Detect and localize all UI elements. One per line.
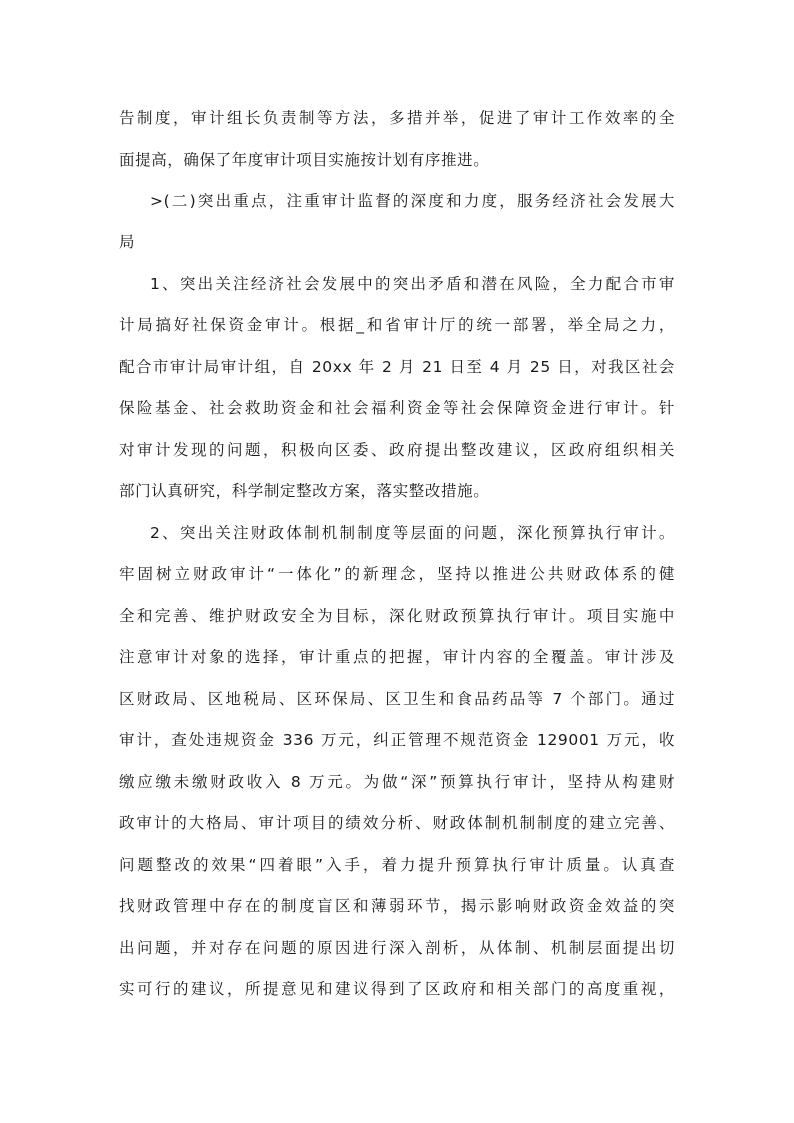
text-line: 政审计的大格局、审计项目的绩效分析、财政体制机制制度的建立完善、 <box>119 814 675 832</box>
text-line: 全和完善、维护财政安全为目标，深化财政预算执行审计。项目实施中 <box>119 607 675 625</box>
text-line: 部门认真研究，科学制定整改方案，落实整改措施。 <box>119 482 490 500</box>
text-line: 牢固树立财政审计“一体化”的新理念，坚持以推进公共财政体系的健 <box>119 565 675 583</box>
text-line: 配合市审计局审计组，自 20xx 年 2 月 21 日至 4 月 25 日，对我区社会 <box>119 358 675 376</box>
section-heading: >(二)突出重点，注重审计监督的深度和力度，服务经济社会发展大 <box>150 192 675 210</box>
text-line: 区财政局、区地税局、区环保局、区卫生和食品药品等 7 个部门。通过 <box>119 690 675 708</box>
text-line: 面提高，确保了年度审计项目实施按计划有序推进。 <box>119 151 490 169</box>
text-line: 保险基金、社会救助资金和社会福利资金等社会保障资金进行审计。针 <box>119 399 675 417</box>
text-line: 计局搞好社保资金审计。根据_和省审计厅的统一部署，举全局之力， <box>119 316 675 334</box>
text-line: 出问题，并对存在问题的原因进行深入剖析，从体制、机制层面提出切 <box>119 939 675 957</box>
text-line: 1、突出关注经济社会发展中的突出矛盾和潜在风险，全力配合市审 <box>150 275 675 293</box>
text-line: 找财政管理中存在的制度盲区和薄弱环节，揭示影响财政资金效益的突 <box>119 897 675 915</box>
text-line: 问题整改的效果“四着眼”入手，着力提升预算执行审计质量。认真查 <box>119 856 675 874</box>
text-line: 对审计发现的问题，积极向区委、政府提出整改建议，区政府组织相关 <box>119 441 675 459</box>
text-line: 告制度，审计组长负责制等方法，多措并举，促进了审计工作效率的全 <box>119 109 675 127</box>
text-line: 注意审计对象的选择，审计重点的把握，审计内容的全覆盖。审计涉及 <box>119 648 675 666</box>
text-line: 实可行的建议，所提意见和建议得到了区政府和相关部门的高度重视， <box>119 980 675 998</box>
text-line: 缴应缴未缴财政收入 8 万元。为做“深”预算执行审计，坚持从构建财 <box>119 773 675 791</box>
section-heading-continued: 局 <box>119 233 136 251</box>
text-line: 2、突出关注财政体制机制制度等层面的问题，深化预算执行审计。 <box>150 524 675 542</box>
text-line: 审计，查处违规资金 336 万元，纠正管理不规范资金 129001 万元，收 <box>119 731 675 749</box>
